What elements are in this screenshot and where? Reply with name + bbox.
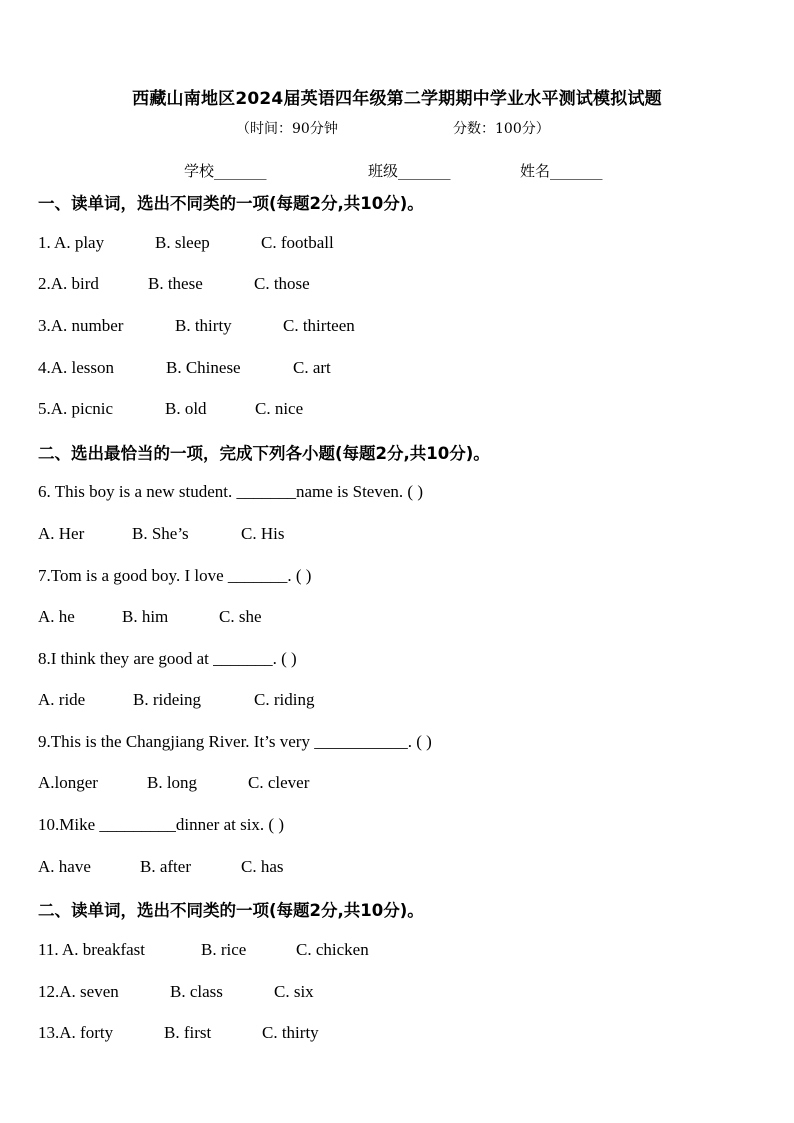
section-heading-1: 一、读单词，选出不同类的一项(每题2分,共10分)。 — [38, 194, 424, 213]
exam-score: 分数：100分） — [453, 121, 550, 137]
option-b: B. first — [164, 1023, 212, 1042]
option-b: B. long — [147, 773, 198, 792]
option-c: C. thirteen — [283, 316, 355, 335]
question-8-stem: 8.I think they are good at _______. ( ) — [38, 649, 297, 668]
option-a: 3.A. number — [38, 316, 124, 335]
option-b: B. him — [122, 607, 169, 626]
option-c: C. six — [274, 982, 314, 1001]
option-a: A. ride — [38, 690, 86, 709]
option-b: B. thirty — [175, 316, 232, 335]
option-a: 12.A. seven — [38, 982, 119, 1001]
option-a: 2.A. bird — [38, 274, 99, 293]
option-b: B. Chinese — [166, 358, 241, 377]
option-b: B. class — [170, 982, 223, 1001]
option-c: C. His — [241, 524, 285, 543]
option-a: A. have — [38, 857, 91, 876]
option-a: A.longer — [38, 773, 98, 792]
class-field: 班级_______ — [368, 162, 451, 180]
option-a: 13.A. forty — [38, 1023, 114, 1042]
option-c: C. football — [261, 233, 334, 252]
exam-time: （时间：90分钟 — [236, 121, 338, 137]
option-c: C. art — [293, 358, 331, 377]
option-a: 5.A. picnic — [38, 399, 114, 418]
section-heading-2: 二、选出最恰当的一项，完成下列各小题(每题2分,共10分)。 — [38, 444, 490, 463]
option-b: B. these — [148, 274, 203, 293]
page-title: 西藏山南地区2024届英语四年级第二学期期中学业水平测试模拟试题 — [132, 89, 662, 109]
option-a: 4.A. lesson — [38, 358, 115, 377]
question-9-stem: 9.This is the Changjiang River. It’s very ___________. ( ) — [38, 732, 432, 751]
option-b: B. rideing — [133, 690, 201, 709]
option-c: C. thirty — [262, 1023, 319, 1042]
option-c: C. has — [241, 857, 284, 876]
question-6-stem: 6. This boy is a new student. _______name is Steven. ( ) — [38, 482, 423, 501]
option-b: B. old — [165, 399, 207, 418]
option-a: 11. A. breakfast — [38, 940, 146, 959]
option-b: B. She’s — [132, 524, 189, 543]
question-10-stem: 10.Mike _________dinner at six. ( ) — [38, 815, 284, 834]
option-b: B. after — [140, 857, 191, 876]
option-c: C. chicken — [296, 940, 369, 959]
option-c: C. riding — [254, 690, 315, 709]
section-heading-3: 二、读单词，选出不同类的一项(每题2分,共10分)。 — [38, 901, 424, 920]
question-7-stem: 7.Tom is a good boy. I love _______. ( ) — [38, 566, 312, 585]
name-field: 姓名_______ — [520, 162, 603, 180]
option-c: C. she — [219, 607, 262, 626]
option-c: C. clever — [248, 773, 310, 792]
school-field: 学校_______ — [184, 162, 267, 180]
option-a: A. he — [38, 607, 75, 626]
option-b: B. rice — [201, 940, 247, 959]
option-a: 1. A. play — [38, 233, 105, 252]
option-c: C. nice — [255, 399, 304, 418]
option-c: C. those — [254, 274, 310, 293]
option-a: A. Her — [38, 524, 85, 543]
option-b: B. sleep — [155, 233, 210, 252]
